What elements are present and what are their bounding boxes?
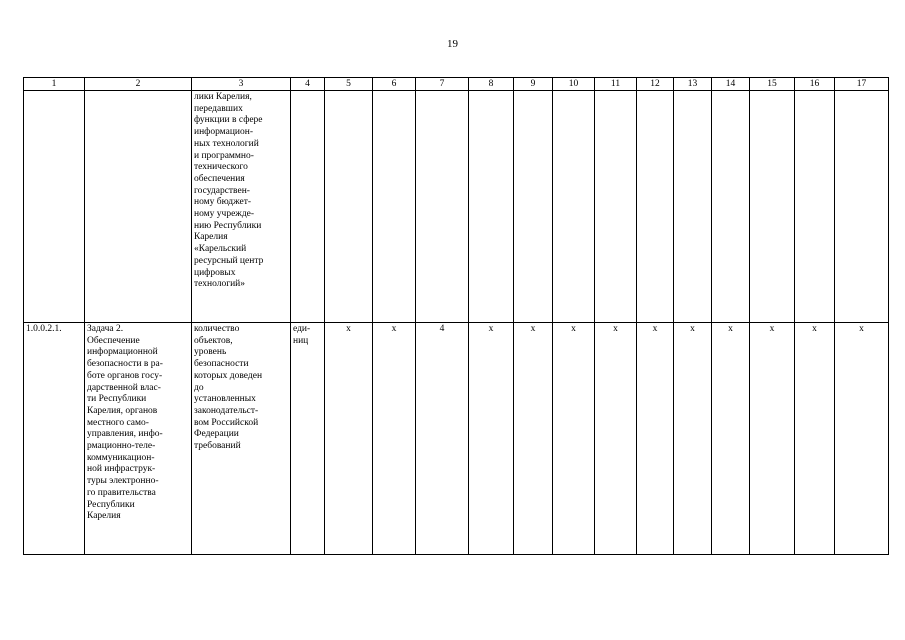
- cell-value-15: x: [750, 323, 795, 555]
- header-cell: 1: [24, 78, 85, 91]
- header-cell: 13: [674, 78, 712, 91]
- header-cell: 3: [192, 78, 291, 91]
- header-cell: 9: [514, 78, 553, 91]
- cell-value-8: x: [469, 323, 514, 555]
- cell-value: [553, 91, 595, 323]
- cell-value-5: x: [325, 323, 373, 555]
- cell-task: [85, 91, 192, 323]
- cell-task: [85, 323, 192, 555]
- header-cell: 15: [750, 78, 795, 91]
- cell-code: [24, 91, 85, 323]
- table-row-continuation: [24, 91, 889, 323]
- header-cell: 6: [373, 78, 416, 91]
- cell-value: [469, 91, 514, 323]
- cell-value-16: x: [795, 323, 835, 555]
- cell-value-10: x: [553, 323, 595, 555]
- indicator-text: лики Карелия, передавших функции в сфере информацион- ных технологий и программно- технического обеспечения государствен- ному бюджет- ному учрежде- нию Республики Карелия «Карельский ресурсный центр цифровых технологий»: [194, 92, 264, 290]
- indicator-text: количество объектов, уровень безопасности которых доведен до установленных законодательст- вом Российской Федерации требований: [194, 324, 263, 452]
- header-cell: 5: [325, 78, 373, 91]
- cell-value-12: x: [637, 323, 674, 555]
- header-cell: 4: [291, 78, 325, 91]
- header-cell: 10: [553, 78, 595, 91]
- header-cell: 17: [835, 78, 889, 91]
- cell-value-11: x: [595, 323, 637, 555]
- cell-value: [712, 91, 750, 323]
- cell-value: [674, 91, 712, 323]
- cell-value: [416, 91, 469, 323]
- cell-value-14: x: [712, 323, 750, 555]
- cell-value: [795, 91, 835, 323]
- unit-text: еди- ниц: [293, 324, 311, 346]
- cell-value: [750, 91, 795, 323]
- cell-value: [325, 91, 373, 323]
- header-cell: 11: [595, 78, 637, 91]
- cell-value-9: x: [514, 323, 553, 555]
- cell-value-13: x: [674, 323, 712, 555]
- cell-indicator: [192, 91, 291, 323]
- cell-value: [835, 91, 889, 323]
- header-cell: 12: [637, 78, 674, 91]
- table-row-task: [24, 323, 889, 555]
- cell-value-6: x: [373, 323, 416, 555]
- cell-value: [373, 91, 416, 323]
- cell-unit: [291, 91, 325, 323]
- cell-value: [595, 91, 637, 323]
- cell-value: [637, 91, 674, 323]
- cell-value-7: 4: [416, 323, 469, 555]
- cell-code: [24, 323, 85, 555]
- indicator-table: [23, 77, 889, 555]
- cell-value-17: x: [835, 323, 889, 555]
- task-text: Задача 2. Обеспечение информационной безопасности в ра- боте органов госу- дарственной влас- ти Республики Карелия, органов местного само- управления, инфо- рмационно-теле- коммуникацион- ной инфраструк- туры электронно- го правительства Республики Карелия: [87, 324, 163, 522]
- header-cell: 8: [469, 78, 514, 91]
- cell-indicator: [192, 323, 291, 555]
- page-number: 19: [447, 38, 458, 50]
- header-cell: 14: [712, 78, 750, 91]
- task-code: 1.0.0.2.1.: [26, 324, 62, 334]
- cell-value: [514, 91, 553, 323]
- header-cell: 7: [416, 78, 469, 91]
- header-cell: 16: [795, 78, 835, 91]
- cell-unit: [291, 323, 325, 555]
- table-header-row: [24, 78, 889, 91]
- header-cell: 2: [85, 78, 192, 91]
